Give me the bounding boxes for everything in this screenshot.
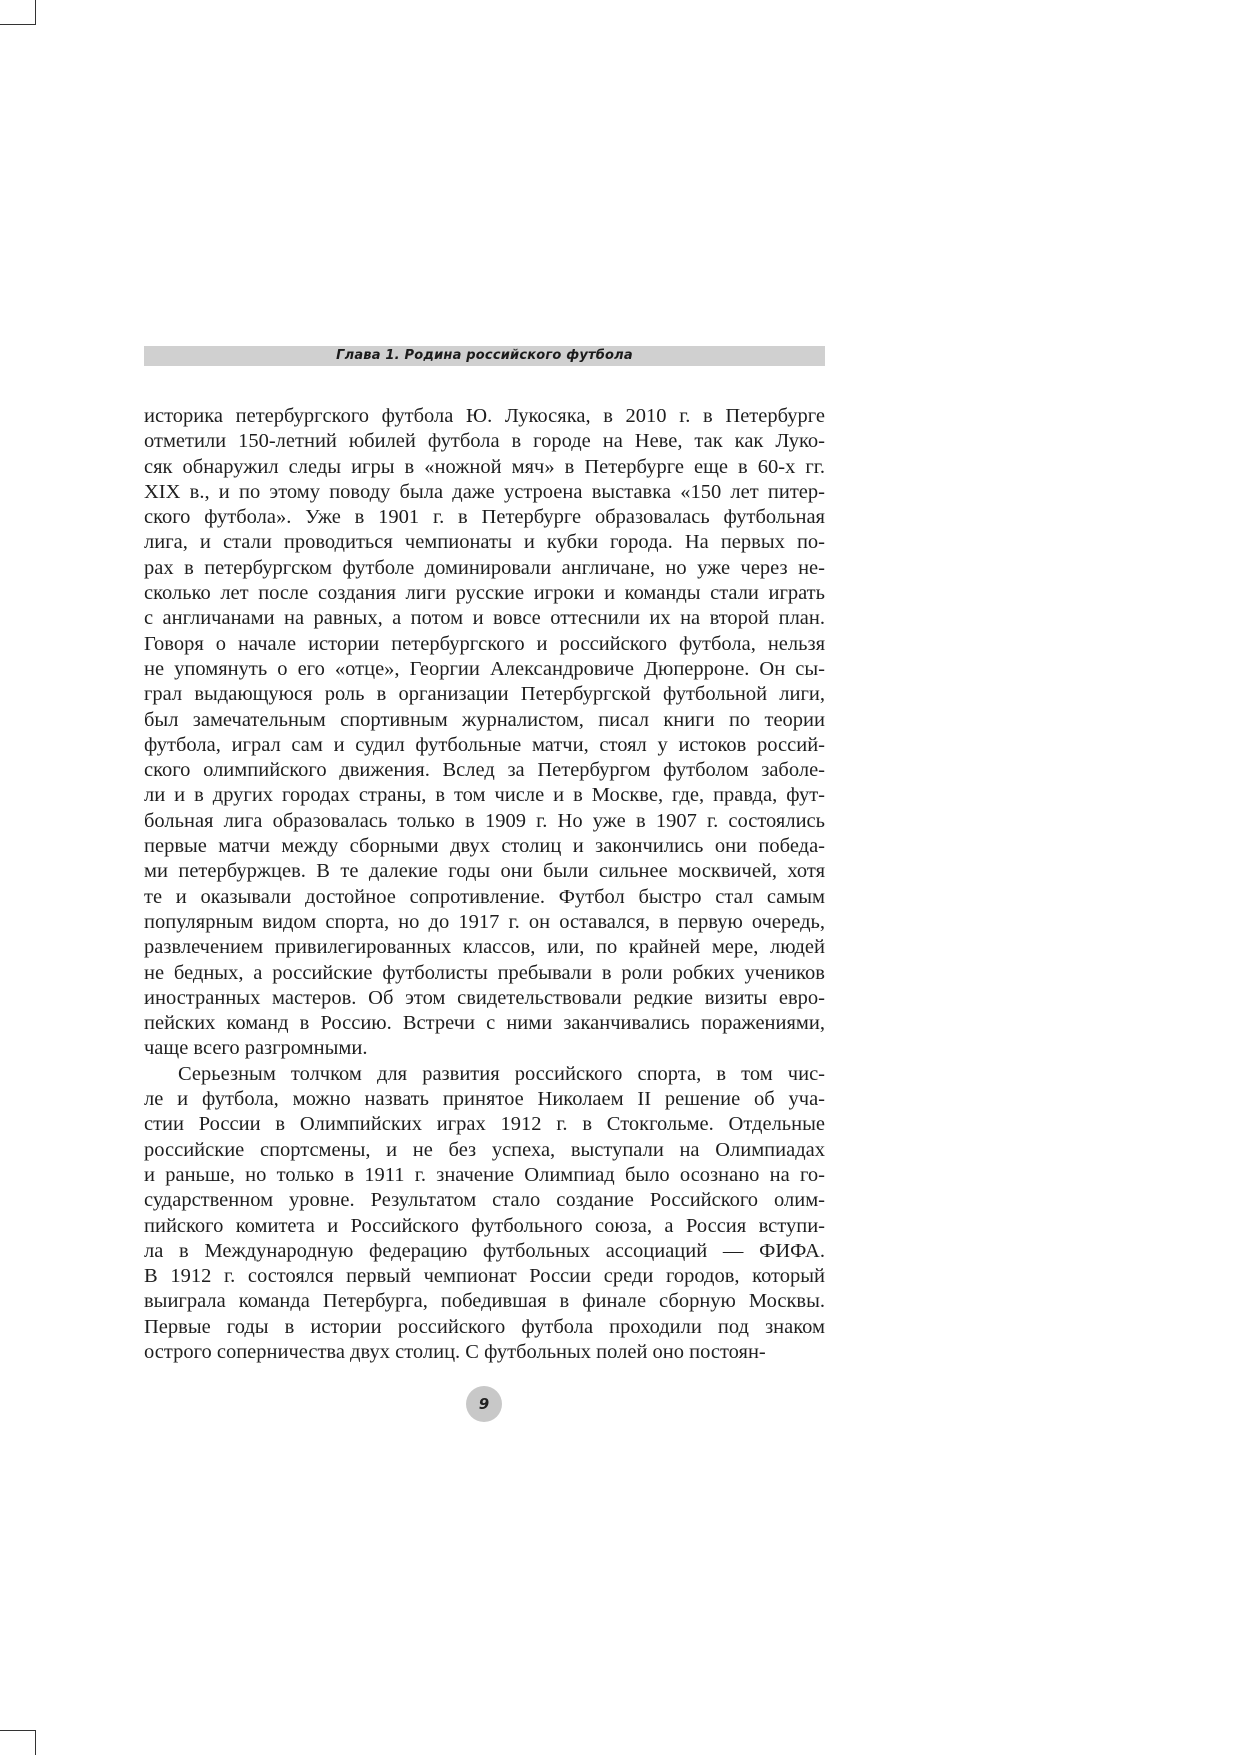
text-line: чаще всего разгромными. <box>144 1037 368 1060</box>
text-line: не бедных, а российские футболисты пребывали в роли робких учеников <box>144 961 825 984</box>
paragraph <box>144 1062 825 1366</box>
text-line: лига, и стали проводиться чемпионаты и кубки города. На первых по- <box>144 531 825 554</box>
text-line: острого соперничества двух столиц. С футбольных полей оно постоян- <box>144 1340 766 1363</box>
text-line: был замечательным спортивным журналистом, писал книги по теории <box>144 708 825 731</box>
text-line: ского футбола». Уже в 1901 г. в Петербурге образовалась футбольная <box>144 506 825 529</box>
text-line: пийского комитета и Российского футбольного союза, а Россия вступи- <box>144 1214 825 1237</box>
text-line: те и оказывали достойное сопротивление. Футбол быстро стал самым <box>144 885 825 908</box>
text-line: российские спортсмены, и не без успеха, выступали на Олимпиадах <box>144 1138 825 1161</box>
text-line: с англичанами на равных, а потом и вовсе оттеснили их на второй план. <box>144 607 825 630</box>
text-line: XIX в., и по этому поводу была даже устроена выставка «150 лет питер- <box>144 480 825 503</box>
text-line: ле и футбола, можно назвать принятое Николаем II решение об уча- <box>144 1088 825 1111</box>
text-line: рах в петербургском футболе доминировали англичане, но уже через не- <box>144 556 825 579</box>
text-line: ла в Международную федерацию футбольных ассоциаций — ФИФА. <box>144 1239 825 1262</box>
text-line: грал выдающуюся роль в организации Петербургской футбольной лиги, <box>144 683 825 706</box>
text-line: Говоря о начале истории петербургского и российского футбола, нельзя <box>144 632 825 655</box>
text-line: футбола, играл сам и судил футбольные матчи, стоял у истоков россий- <box>144 733 825 756</box>
page-number-badge <box>466 1386 502 1422</box>
text-line: Первые годы в истории российского футбола проходили под знаком <box>144 1315 825 1338</box>
text-line: популярным видом спорта, но до 1917 г. он оставался, в первую очередь, <box>144 910 825 933</box>
text-line: Серьезным толчком для развития российского спорта, в том чис- <box>178 1062 825 1085</box>
text-line: ского олимпийского движения. Вслед за Петербургом футболом заболе- <box>144 759 825 782</box>
text-line: иностранных мастеров. Об этом свидетельствовали редкие визиты евро- <box>144 986 825 1009</box>
text-line: сударственном уровне. Результатом стало создание Российского олим- <box>144 1189 825 1212</box>
text-line: выиграла команда Петербурга, победившая в финале сборную Москвы. <box>144 1290 825 1313</box>
crop-mark-bottom-left-vertical <box>35 1730 36 1755</box>
running-header-title: Глава 1. Родина российского футбола <box>336 348 633 363</box>
running-header <box>144 346 825 366</box>
body-text <box>144 404 825 1365</box>
text-line: сколько лет после создания лиги русские игроки и команды стали играть <box>144 582 825 605</box>
crop-mark-top-left-horizontal <box>0 24 36 25</box>
paragraph <box>144 404 825 1062</box>
text-line: отметили 150-летний юбилей футбола в городе на Неве, так как Луко- <box>144 430 825 453</box>
page-number: 9 <box>478 1395 490 1413</box>
crop-mark-bottom-left-horizontal <box>0 1730 36 1731</box>
text-line: и раньше, но только в 1911 г. значение Олимпиад было осознано на го- <box>144 1163 825 1186</box>
text-line: сяк обнаружил следы игры в «ножной мяч» в Петербурге еще в 60-х гг. <box>144 455 825 478</box>
text-line: не упомянуть о его «отце», Георгии Александровиче Дюперроне. Он сы- <box>144 657 825 680</box>
text-line: ли и в других городах страны, в том числе и в Москве, где, правда, фут- <box>144 784 825 807</box>
text-line: больная лига образовалась только в 1909 г. Но уже в 1907 г. состоялись <box>144 809 825 832</box>
text-line: пейских команд в Россию. Встречи с ними заканчивались поражениями, <box>144 1012 825 1035</box>
text-line: историка петербургского футбола Ю. Лукосяка, в 2010 г. в Петербурге <box>144 405 825 427</box>
text-line: первые матчи между сборными двух столиц и закончились они победа- <box>144 835 825 858</box>
text-line: стии России в Олимпийских играх 1912 г. в Стокгольме. Отдельные <box>144 1113 825 1136</box>
text-line: В 1912 г. состоялся первый чемпионат России среди городов, который <box>144 1265 825 1288</box>
text-line: ми петербуржцев. В те далекие годы они были сильнее москвичей, хотя <box>144 860 825 883</box>
text-line: развлечением привилегированных классов, или, по крайней мере, людей <box>144 936 825 959</box>
crop-mark-top-left-vertical <box>35 0 36 24</box>
